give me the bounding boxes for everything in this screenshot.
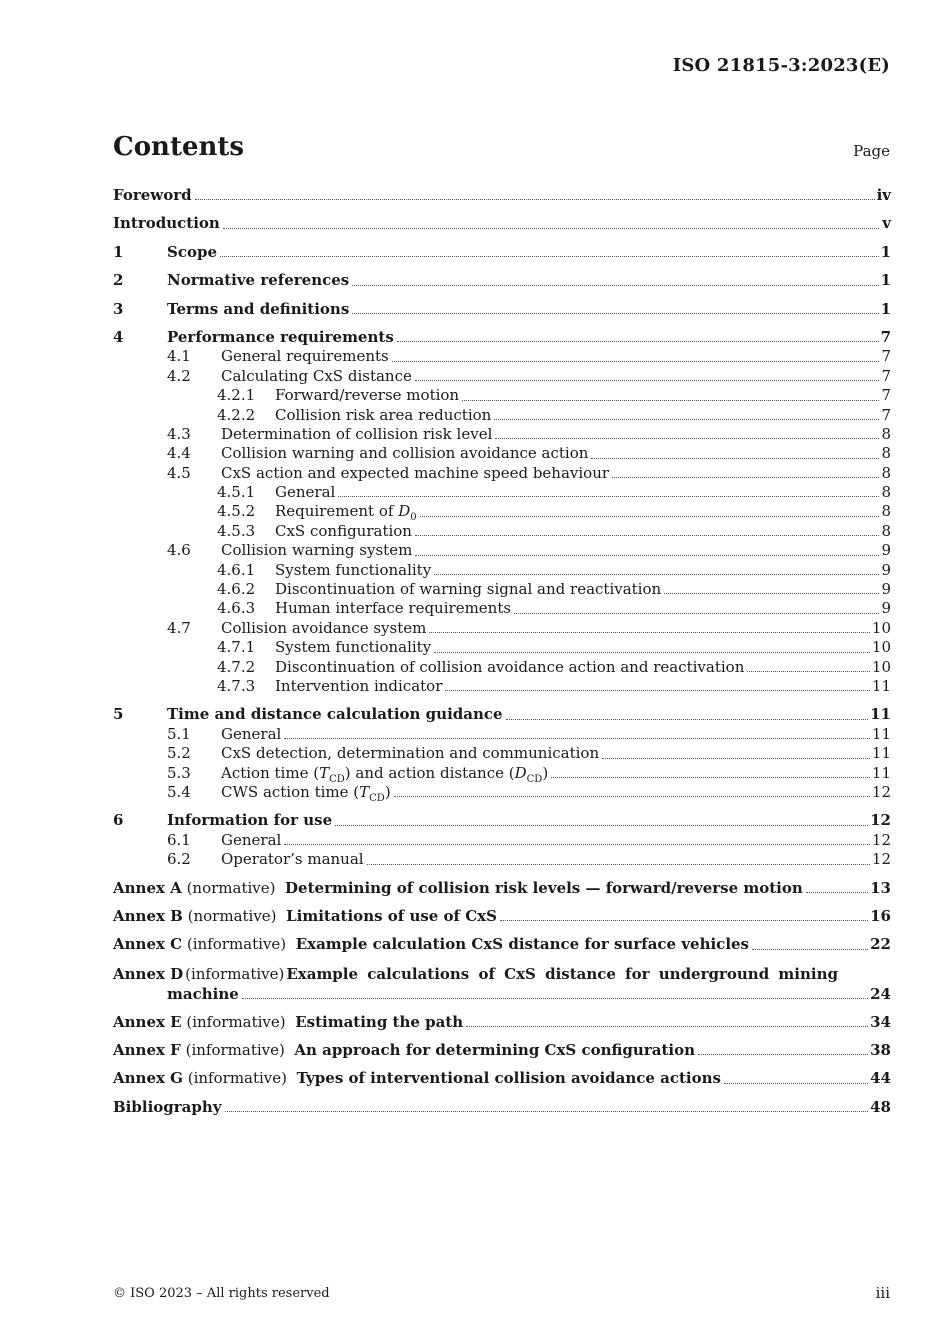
toc-entry-4-5[interactable] [113, 464, 891, 483]
toc-page-number: 22 [870, 935, 891, 954]
annex-label: Annex C [113, 935, 183, 954]
toc-page-number: 1 [880, 242, 891, 261]
toc-entry-4-2[interactable] [113, 367, 891, 386]
toc-section-number: 5.1 [167, 724, 191, 743]
dot-leader [495, 438, 879, 439]
annex-label: Annex E [113, 1012, 182, 1031]
title-text: ) and action distance ( [344, 763, 515, 782]
variable-symbol: T [359, 782, 370, 801]
dot-leader [514, 613, 879, 614]
annex-label: Annex G [113, 1069, 183, 1088]
toc-page-number: 9 [881, 580, 891, 599]
toc-entry-title: Human interface requirements [275, 599, 512, 618]
annex-title: Types of interventional collision avoidance actions [296, 1069, 721, 1088]
dot-leader [462, 400, 879, 401]
toc-page-number: 7 [881, 366, 891, 385]
toc-entry-5-1[interactable] [113, 725, 891, 744]
toc-page-number: 34 [870, 1012, 891, 1031]
annex-title: Limitations of use of CxS [286, 906, 497, 925]
variable-subscript: 0 [410, 512, 417, 524]
toc-page-number: 11 [871, 676, 891, 695]
dot-leader [415, 380, 879, 381]
page-number: iii [875, 1284, 890, 1302]
table-of-contents [113, 186, 891, 1117]
toc-entry-title [113, 935, 749, 954]
dot-leader [434, 652, 870, 653]
dot-leader [352, 313, 878, 314]
toc-section-number: 4.6.1 [217, 560, 256, 579]
toc-page-number: v [882, 214, 891, 233]
dot-leader [429, 632, 870, 633]
toc-entry-title: General requirements [221, 347, 389, 366]
toc-section-number: 5.2 [167, 744, 191, 763]
page-title: Contents [113, 132, 245, 162]
annex-label: Annex A [113, 878, 182, 897]
dot-leader [664, 593, 879, 594]
toc-entry-title: Terms and definitions [167, 299, 350, 318]
variable-symbol: D [514, 763, 527, 782]
toc-page-number: 12 [871, 830, 891, 849]
copyright-notice: © ISO 2023 – All rights reserved [113, 1286, 330, 1301]
toc-section-number: 4.2 [167, 366, 191, 385]
toc-section-number: 4.5.2 [217, 502, 256, 521]
dot-leader [338, 496, 879, 497]
toc-entry-4-7[interactable] [113, 619, 891, 638]
variable-subscript: CD [526, 773, 543, 785]
annex-kind: (informative) [185, 964, 285, 983]
variable-symbol: D [398, 502, 411, 521]
toc-entry-6-1[interactable] [113, 831, 891, 850]
toc-entry-3[interactable] [113, 300, 891, 319]
dot-leader [220, 256, 879, 257]
annex-kind: (informative) [185, 1041, 285, 1060]
dot-leader [397, 341, 879, 342]
toc-page-number: 10 [871, 618, 891, 637]
dot-leader [806, 892, 868, 893]
toc-page-number: 38 [870, 1041, 891, 1060]
toc-entry-4-7-2[interactable] [113, 658, 891, 677]
toc-entry-title [113, 1041, 695, 1060]
dot-leader [392, 361, 879, 362]
toc-page-number: 11 [871, 724, 891, 743]
toc-page-number: 10 [871, 638, 891, 657]
toc-section-number: 6 [113, 811, 124, 830]
toc-page-number: 8 [881, 424, 891, 443]
annex-title: An approach for determining CxS configuration [294, 1041, 695, 1060]
toc-page-number: 44 [870, 1069, 891, 1088]
toc-page-number: 9 [881, 541, 891, 560]
toc-entry-title [113, 1069, 721, 1088]
toc-entry-4-5-3[interactable] [113, 522, 891, 541]
toc-page-number: 8 [881, 521, 891, 540]
document-identifier: ISO 21815-3:2023(E) [672, 55, 890, 76]
toc-entry-title: General [221, 830, 282, 849]
toc-section-number: 4.7.2 [217, 657, 256, 676]
toc-entry-title: Forward/reverse motion [275, 386, 460, 405]
toc-entry-4-3[interactable] [113, 425, 891, 444]
dot-leader [591, 458, 879, 459]
dot-leader [284, 844, 870, 845]
annex-label: Annex B [113, 906, 183, 925]
toc-entry-title [113, 879, 803, 898]
toc-section-number: 3 [113, 299, 124, 318]
dot-leader [420, 516, 879, 517]
annex-kind: (informative) [186, 935, 287, 954]
toc-entry-title: Bibliography [113, 1097, 222, 1116]
annex-kind: (normative) [186, 878, 276, 897]
toc-page-number: 8 [881, 463, 891, 482]
dot-leader [612, 477, 879, 478]
annex-kind: (informative) [186, 1012, 286, 1031]
toc-section-number: 5.4 [167, 782, 191, 801]
dot-leader [225, 1111, 869, 1112]
toc-page-number: 24 [870, 984, 891, 1003]
toc-page-number: 11 [870, 705, 891, 724]
annex-label: Annex D [113, 964, 184, 983]
toc-entry-title: System functionality [275, 560, 432, 579]
toc-entry-4-2-2[interactable] [113, 406, 891, 425]
toc-entry-annex-b[interactable] [113, 907, 891, 926]
toc-entry-annex-g[interactable] [113, 1069, 891, 1088]
toc-entry-4-7-3[interactable] [113, 677, 891, 696]
toc-entry-4-6-2[interactable] [113, 580, 891, 599]
toc-entry-foreword[interactable] [113, 186, 891, 205]
toc-entry-bibliography[interactable] [113, 1098, 891, 1117]
annex-continuation-line [113, 984, 891, 1004]
toc-entry-title: General [275, 483, 336, 502]
title-text: CWS action time ( [221, 782, 360, 801]
title-text: Action time ( [221, 763, 320, 782]
toc-entry-title: General [221, 724, 282, 743]
annex-label: Annex F [113, 1041, 181, 1060]
toc-entry-title: Intervention indicator [275, 676, 443, 695]
toc-section-number: 6.2 [167, 850, 191, 869]
dot-leader [415, 535, 879, 536]
toc-entry-title: Performance requirements [167, 327, 394, 346]
toc-section-number: 4.4 [167, 444, 191, 463]
title-text: Requirement of [275, 502, 399, 521]
toc-section-number: 4.5.3 [217, 521, 256, 540]
toc-section-number: 4.6.2 [217, 580, 256, 599]
toc-entry-5-2[interactable] [113, 744, 891, 763]
toc-page-number: 8 [881, 444, 891, 463]
toc-page-number: 8 [881, 483, 891, 502]
toc-entry-title: Operator’s manual [221, 850, 364, 869]
toc-page-number: 13 [870, 878, 891, 897]
toc-page-number: 7 [880, 327, 891, 346]
toc-section-number: 1 [113, 242, 124, 261]
toc-entry-title: CxS configuration [275, 521, 412, 540]
dot-leader [602, 758, 870, 759]
annex-title-continuation: machine [167, 984, 239, 1003]
toc-entry-title: Collision warning and collision avoidance action [221, 444, 589, 463]
dot-leader [394, 796, 870, 797]
toc-section-number: 4.7.1 [217, 638, 256, 657]
toc-entry-4-6[interactable] [113, 541, 891, 560]
dot-leader [434, 574, 879, 575]
toc-section-number: 4 [113, 327, 124, 346]
dot-leader [367, 864, 870, 865]
annex-title: Estimating the path [295, 1012, 464, 1031]
toc-entry-title: Determination of collision risk level [221, 424, 493, 443]
toc-page-number: 16 [870, 906, 891, 925]
dot-leader [284, 738, 870, 739]
toc-section-number: 4.7.3 [217, 676, 256, 695]
annex-title: Example calculation CxS distance for surface vehicles [295, 935, 749, 954]
title-text: ) [542, 763, 549, 782]
annex-first-line [113, 964, 838, 984]
toc-page-number: 11 [871, 744, 891, 763]
toc-entry-title: Collision risk area reduction [275, 405, 492, 424]
toc-page-number: 12 [871, 782, 891, 801]
toc-section-number: 2 [113, 271, 124, 290]
toc-entry-4-2-1[interactable] [113, 386, 891, 405]
toc-page-number: 11 [871, 763, 891, 782]
toc-entry-6-2[interactable] [113, 850, 891, 869]
dot-leader [415, 555, 879, 556]
toc-entry-title: Collision warning system [221, 541, 413, 560]
dot-leader [352, 285, 878, 286]
toc-section-number: 4.1 [167, 347, 191, 366]
toc-page-number: 9 [881, 599, 891, 618]
toc-entry-annex-a[interactable] [113, 879, 891, 898]
toc-section-number: 4.5 [167, 463, 191, 482]
toc-entry-title [113, 907, 497, 926]
dot-leader [195, 199, 875, 200]
toc-entry-title: Discontinuation of warning signal and reactivation [275, 580, 662, 599]
toc-entry-4-7-1[interactable] [113, 638, 891, 657]
dot-leader [698, 1054, 868, 1055]
toc-page-number: 1 [880, 299, 891, 318]
toc-section-number: 5 [113, 705, 124, 724]
toc-page-number: 8 [881, 502, 891, 521]
annex-title: Example calculations of CxS distance for underground mining [286, 964, 838, 983]
toc-section-number: 6.1 [167, 830, 191, 849]
toc-entry-title: Normative references [167, 271, 350, 290]
toc-page-number: 7 [881, 386, 891, 405]
toc-page-number: 7 [881, 405, 891, 424]
toc-section-number: 5.3 [167, 763, 191, 782]
dot-leader [242, 998, 868, 999]
page-column-label: Page [853, 142, 890, 160]
dot-leader [747, 671, 870, 672]
toc-section-number: 4.2.2 [217, 405, 256, 424]
toc-section-number: 4.5.1 [217, 483, 256, 502]
dot-leader [724, 1083, 868, 1084]
annex-kind: (informative) [187, 1069, 288, 1088]
toc-entry-4-6-3[interactable] [113, 599, 891, 618]
variable-symbol: T [319, 763, 330, 782]
toc-entry-annex-f[interactable] [113, 1041, 891, 1060]
toc-section-number: 4.2.1 [217, 386, 256, 405]
toc-entry-1[interactable] [113, 243, 891, 262]
toc-page-number: 12 [871, 850, 891, 869]
dot-leader [500, 920, 868, 921]
toc-entry-4-5-1[interactable] [113, 483, 891, 502]
dot-leader [223, 228, 879, 229]
dot-leader [445, 690, 870, 691]
toc-page-number: 7 [881, 347, 891, 366]
toc-entry-title: Introduction [113, 214, 220, 233]
toc-page-number: iv [876, 186, 891, 204]
annex-kind: (normative) [187, 906, 277, 925]
toc-section-number: 4.7 [167, 618, 191, 637]
toc-entry-title: Time and distance calculation guidance [167, 705, 503, 724]
toc-entry-title: Scope [167, 242, 218, 261]
toc-entry-title [221, 783, 391, 808]
toc-entry-6[interactable] [113, 811, 891, 830]
toc-page-number: 9 [881, 560, 891, 579]
toc-entry-4[interactable] [113, 328, 891, 347]
dot-leader [506, 719, 869, 720]
toc-entry-5-3[interactable] [113, 764, 891, 783]
toc-entry-4-1[interactable] [113, 347, 891, 366]
toc-entry-title: CxS detection, determination and communication [221, 744, 600, 763]
toc-entry-annex-c[interactable] [113, 935, 891, 954]
toc-entry-title: CxS action and expected machine speed behaviour [221, 463, 610, 482]
toc-entry-title: Collision avoidance system [221, 618, 427, 637]
toc-entry-2[interactable] [113, 271, 891, 290]
toc-page-number: 48 [870, 1097, 891, 1116]
toc-entry-title: Discontinuation of collision avoidance action and reactivation [275, 657, 745, 676]
toc-entry-title [113, 1013, 463, 1032]
toc-entry-4-5-2[interactable] [113, 502, 891, 524]
title-text: ) [384, 782, 391, 801]
toc-section-number: 4.6 [167, 541, 191, 560]
dot-leader [335, 825, 868, 826]
toc-section-number: 4.3 [167, 424, 191, 443]
variable-subscript: CD [329, 773, 345, 785]
toc-page-number: 1 [880, 271, 891, 290]
toc-entry-title: Foreword [113, 186, 192, 204]
toc-entry-title: Calculating CxS distance [221, 366, 412, 385]
toc-entry-introduction[interactable] [113, 214, 891, 233]
toc-page-number: 10 [871, 657, 891, 676]
toc-entry-4-4[interactable] [113, 444, 891, 463]
toc-page-number: 12 [870, 811, 891, 830]
toc-entry-annex-d[interactable] [113, 964, 891, 1004]
toc-entry-annex-e[interactable] [113, 1013, 891, 1032]
variable-subscript: CD [369, 792, 385, 804]
toc-entry-4-6-1[interactable] [113, 561, 891, 580]
dot-leader [466, 1026, 868, 1027]
annex-title: Determining of collision risk levels — forward/reverse motion [285, 878, 803, 897]
toc-entry-5[interactable] [113, 705, 891, 724]
toc-entry-title: System functionality [275, 638, 432, 657]
dot-leader [752, 949, 868, 950]
toc-section-number: 4.6.3 [217, 599, 256, 618]
dot-leader [551, 777, 870, 778]
dot-leader [494, 419, 879, 420]
toc-entry-title: Information for use [167, 811, 333, 830]
